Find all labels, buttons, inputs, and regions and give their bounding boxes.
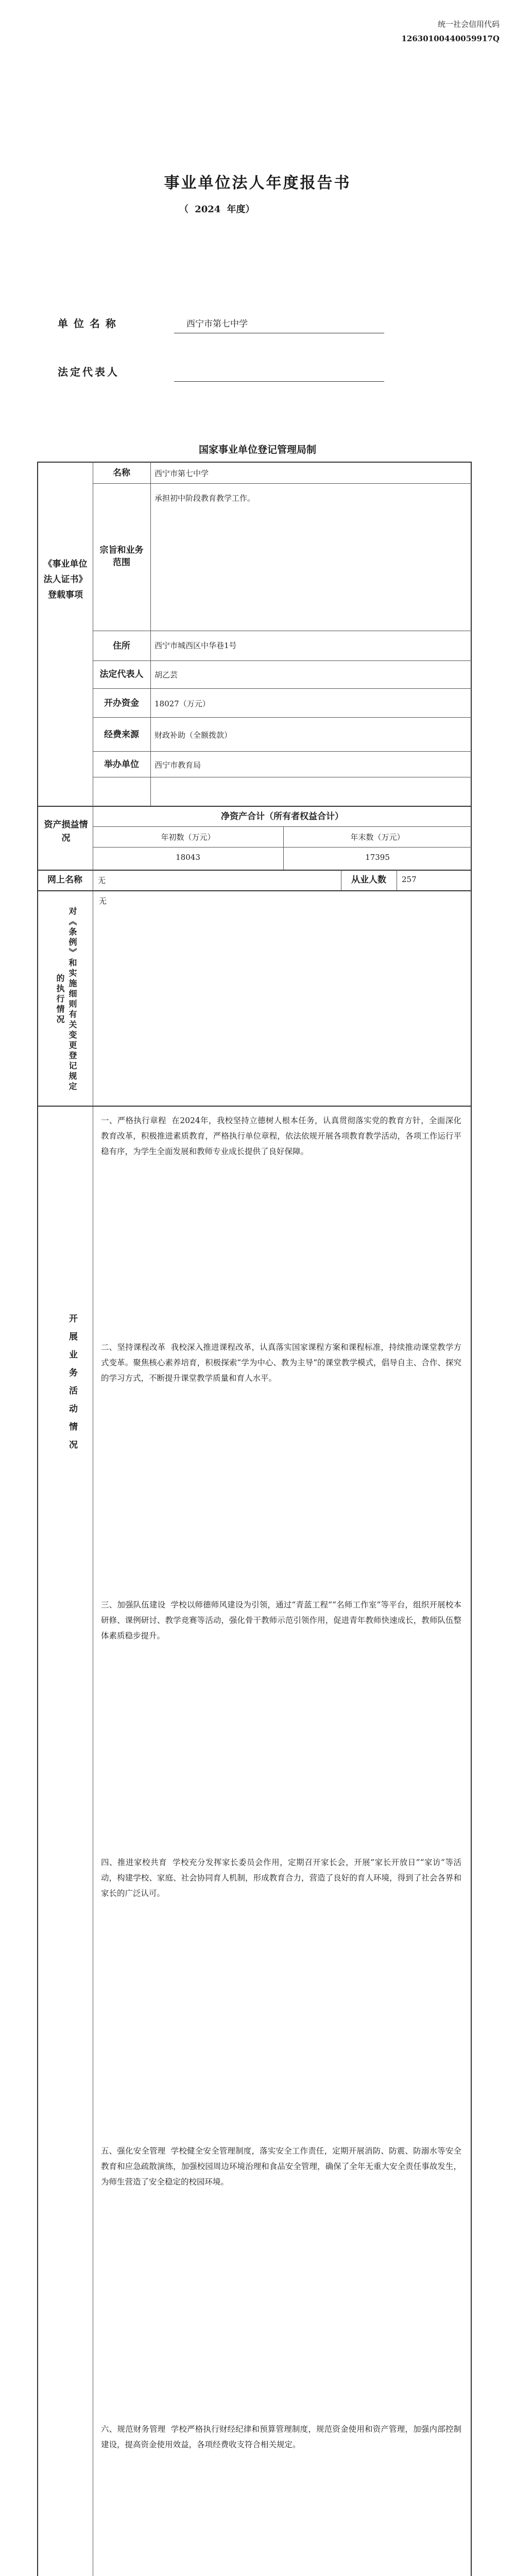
change-label: 对《条例》和实施细则有关变更登记规定的执行情况 [55, 907, 77, 1092]
staff-label: 从业人数 [351, 875, 386, 885]
purpose-label: 宗旨和业务范围 [99, 545, 144, 568]
year-open: （ [179, 204, 188, 215]
unit-name-label: 单 位 名 称 [58, 317, 117, 330]
cert-label: 《事业单位法人证书》登载事项 [43, 559, 88, 600]
credit-code-label: 统一社会信用代码 [437, 20, 500, 29]
divider [37, 890, 472, 891]
source-label: 经费来源 [104, 730, 139, 740]
unit-name-value: 西宁市第七中学 [186, 319, 248, 329]
form-frame [37, 462, 472, 2576]
assets-section-label: 资产损益情况 [44, 820, 88, 843]
divider [37, 870, 472, 871]
business-paragraph-1: 一、严格执行章程 在2024年，我校坚持立德树人根本任务，认真贯彻落实党的教育方针，全面深化教育改革，积极推进素质教育，严格执行单位章程，依法依规开展各项教育教学活动，各项工作运行平稳有序，为学生全面发展和教师专业成长提供了良好保障。 [101, 1116, 461, 1156]
address-label: 住所 [113, 641, 130, 651]
address-value: 西宁市城西区中华巷1号 [154, 641, 237, 650]
report-year: 2024 [195, 204, 221, 215]
business-paragraph-4: 四、推进家校共育 学校充分发挥家长委员会作用，定期召开家长会，开展“家长开放日”“家访”等活动，构建学校、家庭、社会协同育人机制，形成教育合力，营造了良好的育人环境，得到了社会各界和家长的广泛认可。 [101, 1858, 461, 1898]
divider [93, 717, 472, 718]
funds-label: 开办资金 [104, 698, 139, 708]
divider [37, 1106, 472, 1107]
year-close: 年度） [227, 204, 255, 215]
business-paragraph-5: 五、强化安全管理 学校健全安全管理制度，落实安全工作责任，定期开展消防、防震、防溺水等安全教育和应急疏散演练，加强校园周边环境治理和食品安全管理，确保了全年无重大安全责任事故发生，为师生营造了安全稳定的校园环境。 [101, 2146, 461, 2187]
legal-rep-underline [174, 381, 384, 382]
net-assets-header: 净资产合计（所有者权益合计） [221, 811, 344, 822]
legal-label: 法定代表人 [99, 669, 144, 680]
credit-code-value: 12630100440059917Q [401, 34, 500, 43]
form-issuer: 国家事业单位登记管理局制 [198, 444, 316, 455]
divider [150, 462, 151, 806]
legal-rep-label: 法定代表人 [58, 366, 119, 378]
divider [93, 483, 472, 484]
end-label: 年末数（万元） [350, 833, 405, 842]
begin-value: 18043 [176, 853, 200, 862]
divider [93, 688, 472, 689]
business-paragraph-3: 三、加强队伍建设 学校以师德师风建设为引领，通过“青蓝工程”“名师工作室”等平台，组织开展校本研修、课例研讨、教学竞赛等活动，强化骨干教师示范引领作用，促进青年教师快速成长，教师队伍整体素质稳步提升。 [101, 1600, 461, 1640]
divider [93, 751, 472, 752]
report-year-line [179, 202, 349, 217]
website-label: 网上名称 [47, 875, 82, 885]
business-label: 开展业务活动情况 [67, 1314, 77, 1458]
legal-value: 胡乙芸 [154, 670, 178, 680]
divider [93, 660, 472, 661]
purpose-value: 承担初中阶段教育教学工作。 [154, 494, 255, 503]
website-value: 无 [98, 876, 106, 885]
basic-name-label: 名称 [113, 468, 130, 478]
end-value: 17395 [365, 853, 390, 862]
sponsor-label: 举办单位 [104, 759, 139, 770]
staff-value: 257 [402, 875, 417, 884]
report-title: 事业单位法人年度报告书 [164, 174, 351, 192]
begin-label: 年初数（万元） [161, 833, 215, 842]
sponsor-value: 西宁市教育局 [154, 760, 201, 770]
source-value: 财政补助（全额拨款） [154, 731, 232, 740]
divider [37, 806, 472, 807]
divider [93, 847, 472, 848]
basic-name-value: 西宁市第七中学 [154, 469, 209, 478]
funds-value: 18027（万元） [154, 699, 210, 708]
business-paragraph-6: 六、规范财务管理 学校严格执行财经纪律和预算管理制度，规范资金使用和资产管理，加强内部控制建设，提高资金使用效益，各项经费收支符合相关规定。 [101, 2425, 461, 2449]
business-paragraph-2: 二、坚持课程改革 我校深入推进课程改革，认真落实国家课程方案和课程标准，持续推动课堂教学方式变革。聚焦核心素养培育，积极探索“学为中心、教为主导”的课堂教学模式，倡导自主、合作、探究的学习方式，不断提升课堂教学质量和育人水平。 [101, 1343, 461, 1383]
divider [93, 826, 472, 827]
change-value: 无 [99, 896, 107, 906]
